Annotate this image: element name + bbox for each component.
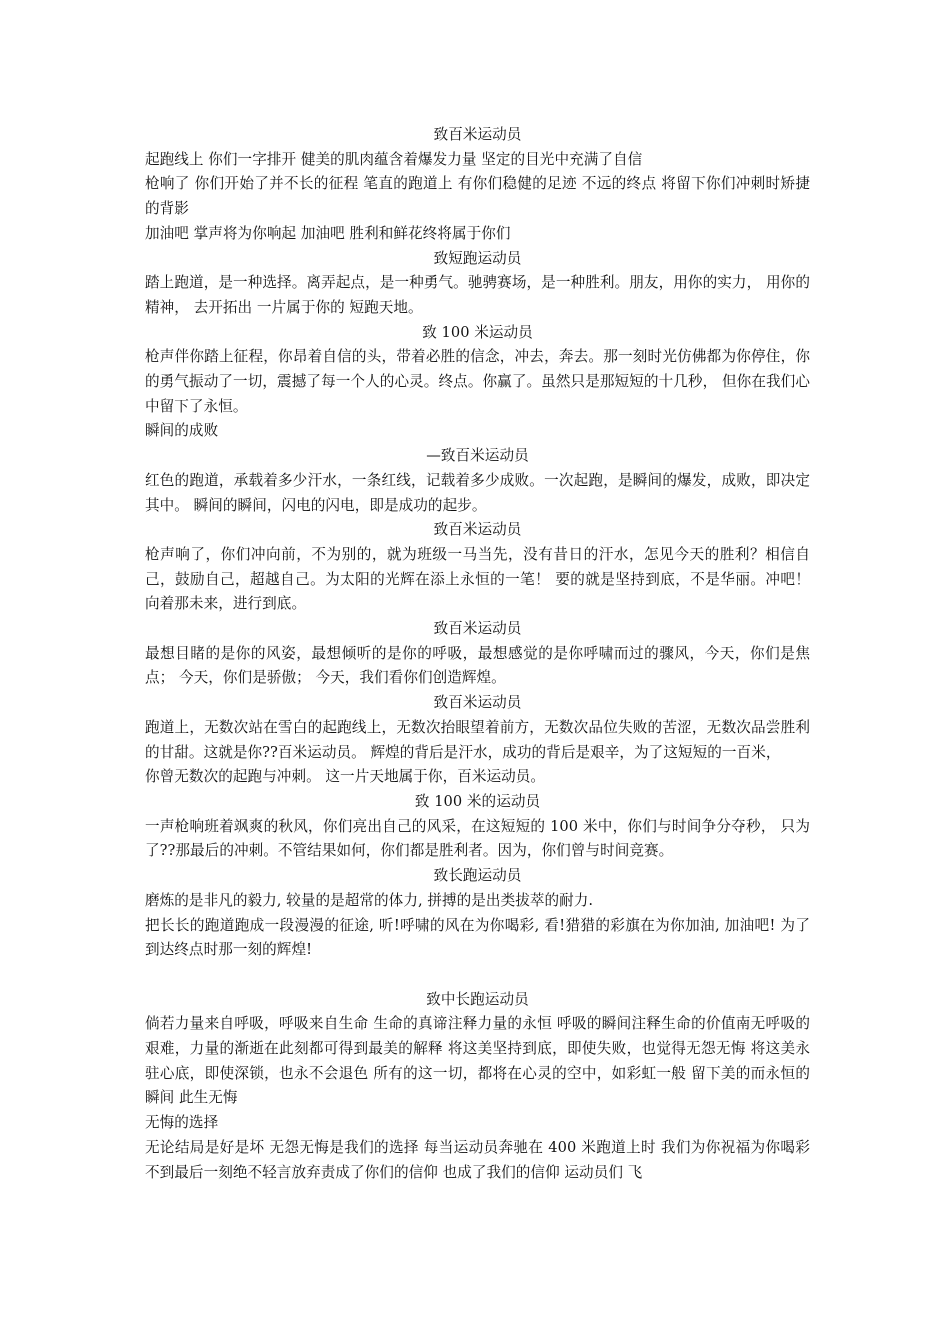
section-heading: 致 100 米运动员 — [422, 323, 533, 341]
blank-line — [145, 963, 810, 988]
body-paragraph: 枪声响了，你们冲向前，不为别的，就为班级一马当先，没有昔日的汗水，怎见今天的胜利？相信自己，鼓励自己，超越自己。为太阳的光辉在添上永恒的一笔！ 要的就是坚持到底，不是华丽。冲吧！ 向着那未来，进行到底。 — [145, 545, 810, 613]
body-paragraph: 磨炼的是非凡的毅力, 较量的是超常的体力, 拼搏的是出类拔萃的耐力. — [145, 891, 594, 909]
body-paragraph: 枪响了 你们开始了并不长的征程 笔直的跑道上 有你们稳健的足迹 不远的终点 将留下你们冲刺时矫捷的背影 — [145, 175, 810, 218]
section-heading: 致 100 米的运动员 — [414, 792, 541, 810]
body-paragraph: 最想目睹的是你的风姿，最想倾听的是你的呼吸，最想感觉的是你呼啸而过的骤风，今天，你们是焦点； 今天，你们是骄傲； 今天，我们看你们创造辉煌。 — [145, 644, 810, 687]
body-paragraph: 你曾无数次的起跑与冲刺。 这一片天地属于你，百米运动员。 — [145, 768, 546, 786]
body-paragraph: 把长长的跑道跑成一段漫漫的征途, 听!呼啸的风在为你喝彩, 看!猎猎的彩旗在为你加油, 加油吧! 为了到达终点时那一刻的辉煌! — [145, 916, 810, 959]
section-heading: 致中长跑运动员 — [426, 990, 529, 1008]
section-heading: 致长跑运动员 — [433, 867, 522, 885]
body-paragraph: 跑道上，无数次站在雪白的起跑线上，无数次抬眼望着前方，无数次品位失败的苦涩，无数次品尝胜利的甘甜。这就是你??百米运动员。 辉煌的背后是汗水，成功的背后是艰辛，为了这短短的一百米， — [145, 718, 810, 761]
section-heading: 致百米运动员 — [433, 620, 522, 638]
section-heading: 致百米运动员 — [433, 521, 522, 539]
body-paragraph: 倘若力量来自呼吸，呼吸来自生命 生命的真谛注释力量的永恒 呼吸的瞬间注释生命的价值南无呼吸的艰难，力量的渐逝在此刻都可得到最美的解释 将这美坚持到底，即使失败，也觉得无怨无悔 将这美永驻心底，即使深锁，也永不会退色 所有的这一切，都将在心灵的空中，如彩虹一般 留下美的而永恒的瞬间 此生无悔 — [145, 1015, 810, 1107]
section-heading: 致短跑运动员 — [433, 249, 522, 267]
section-heading: 致百米运动员 — [433, 694, 522, 712]
section-heading: 致百米运动员 — [433, 126, 522, 143]
body-paragraph: 一声枪响班着飒爽的秋风，你们亮出自己的风采，在这短短的 100 米中，你们与时间争分夺秒， 只为了??那最后的冲刺。不管结果如何，你们都是胜利者。因为，你们曾与时间竞赛。 — [145, 817, 810, 860]
document-body — [145, 123, 810, 1185]
body-paragraph: 无论结局是好是坏 无怨无悔是我们的选择 每当运动员奔驰在 400 米跑道上时 我们为你祝福为你喝彩 不到最后一刻绝不轻言放弃责成了你们的信仰 也成了我们的信仰 运动员们 飞 — [145, 1138, 810, 1181]
body-paragraph: 无悔的选择 — [145, 1114, 219, 1132]
body-paragraph: 枪声伴你踏上征程，你昂着自信的头，带着必胜的信念，冲去，奔去。那一刻时光仿佛都为你停住，你的勇气振动了一切，震撼了每一个人的心灵。终点。你赢了。虽然只是那短短的十几秒， 但你在我们心中留下了永恒。 — [145, 348, 810, 415]
body-paragraph: 红色的跑道，承载着多少汗水，一条红线，记载着多少成败。一次起跑，是瞬间的爆发，成败，即决定其中。 瞬间的瞬间，闪电的闪电，即是成功的起步。 — [145, 471, 810, 514]
body-paragraph: 起跑线上 你们一字排开 健美的肌肉蕴含着爆发力量 坚定的目光中充满了自信 — [145, 150, 643, 168]
body-paragraph: 瞬间的成败 — [145, 422, 219, 440]
section-heading: —致百米运动员 — [426, 447, 529, 465]
body-paragraph: 踏上跑道，是一种选择。离弄起点，是一种勇气。驰骋赛场，是一种胜利。朋友，用你的实力， 用你的精神， 去开拓出 一片属于你的 短跑天地。 — [145, 274, 810, 316]
body-paragraph: 加油吧 掌声将为你响起 加油吧 胜利和鲜花终将属于你们 — [145, 224, 511, 242]
